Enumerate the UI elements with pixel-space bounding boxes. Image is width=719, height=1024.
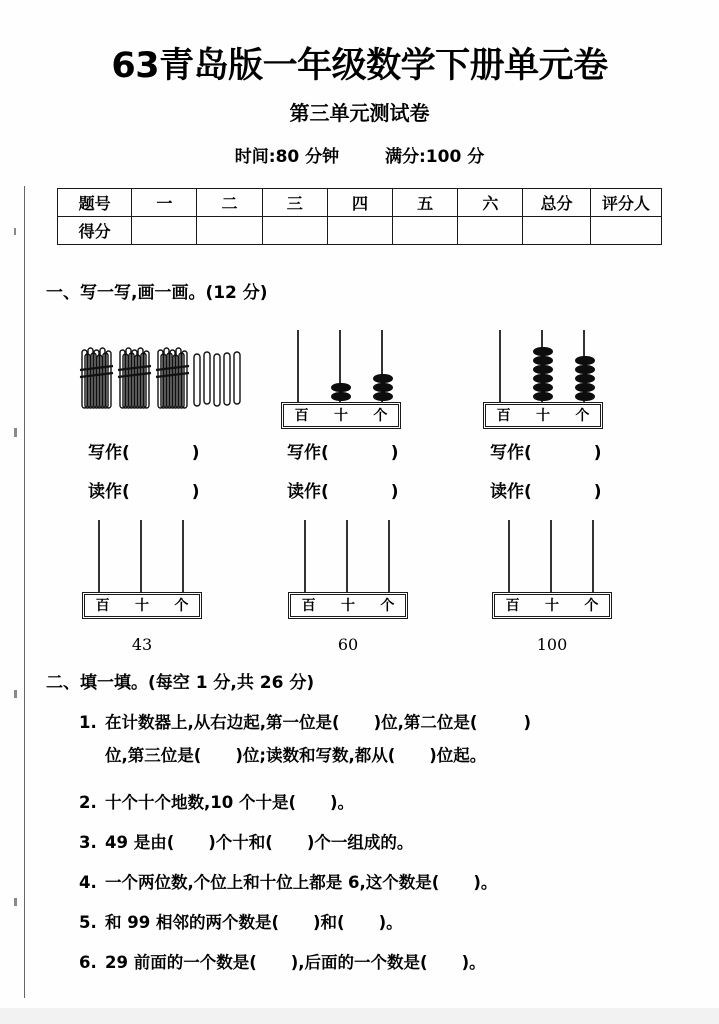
counter-figure-4[interactable] — [82, 520, 202, 619]
read-line-1[interactable] — [88, 477, 200, 502]
page-bottom-strip — [0, 1008, 719, 1024]
label-hundreds: 百 — [294, 407, 309, 424]
read-line-3[interactable] — [490, 477, 602, 502]
label-hundreds: 百 — [496, 407, 511, 424]
question-1[interactable] — [79, 706, 689, 739]
counter-figure-3 — [483, 330, 603, 429]
rod-hundreds — [508, 520, 510, 592]
sticks-bundles-figure — [78, 344, 248, 416]
question-number: 2. — [79, 793, 97, 812]
question-number: 1. — [79, 713, 97, 732]
page-subtitle: 第三单元测试卷 — [289, 101, 430, 125]
rod-ones — [388, 520, 390, 592]
scan-artifact — [14, 690, 17, 698]
scan-artifact — [14, 898, 17, 906]
score-cell-total[interactable] — [523, 217, 590, 245]
bead — [533, 392, 553, 401]
place-value-box — [492, 592, 612, 619]
bead — [533, 365, 553, 374]
score-cell-5[interactable] — [393, 217, 458, 245]
rod-tens — [346, 520, 348, 592]
counter-rods[interactable] — [82, 520, 202, 592]
question-text-b: ),后面的一个数是( — [290, 953, 428, 972]
time-limit-label: 时间:80 分钟 — [234, 147, 340, 167]
place-value-box — [82, 592, 202, 619]
bead — [533, 374, 553, 383]
label-hundreds: 百 — [95, 597, 110, 614]
rod-tens — [140, 520, 142, 592]
col-5: 五 — [393, 189, 458, 217]
counter-rods[interactable] — [288, 520, 408, 592]
place-value-box — [483, 402, 603, 429]
score-cell-4[interactable] — [327, 217, 392, 245]
label-ones: 个 — [584, 597, 599, 614]
col-total: 总分 — [523, 189, 590, 217]
bead — [575, 383, 595, 392]
col-6: 六 — [458, 189, 523, 217]
figure-caption-60: 60 — [337, 635, 359, 654]
write-label: 写作( — [88, 443, 130, 463]
question-3[interactable] — [79, 826, 689, 859]
question-text-b: )。 — [473, 873, 498, 892]
bead — [331, 392, 351, 401]
scan-spine-line — [24, 186, 25, 998]
bead — [331, 383, 351, 392]
sticks-icon — [78, 344, 248, 416]
score-table — [57, 188, 662, 245]
table-row — [58, 189, 662, 217]
read-line-2[interactable] — [287, 477, 399, 502]
score-cell-2[interactable] — [197, 217, 262, 245]
section-heading-1: 一、写一写,画一画。(12 分) — [46, 283, 268, 303]
label-tens: 十 — [340, 597, 355, 614]
question-text-c: ) — [523, 713, 531, 732]
question-text-b: )位,第二位是( — [373, 713, 478, 732]
question-text-c: )。 — [461, 953, 486, 972]
question-1-cont[interactable] — [79, 739, 689, 772]
col-grader: 评分人 — [590, 189, 661, 217]
place-value-box — [288, 592, 408, 619]
read-label: 读作( — [287, 482, 329, 502]
counter-figure-5[interactable] — [288, 520, 408, 619]
score-cell-6[interactable] — [458, 217, 523, 245]
rod-hundreds — [297, 330, 299, 402]
close-paren: ) — [191, 443, 200, 463]
question-number: 4. — [79, 873, 97, 892]
question-5[interactable] — [79, 906, 689, 939]
label-tens: 十 — [544, 597, 559, 614]
question-6[interactable] — [79, 946, 689, 979]
bead — [373, 392, 393, 401]
label-hundreds: 百 — [301, 597, 316, 614]
col-4: 四 — [327, 189, 392, 217]
read-label: 读作( — [88, 482, 130, 502]
counter-rods[interactable] — [492, 520, 612, 592]
rod-hundreds — [304, 520, 306, 592]
question-number: 3. — [79, 833, 97, 852]
rod-hundreds — [98, 520, 100, 592]
close-paren: ) — [593, 482, 602, 502]
counter-rods — [483, 330, 603, 402]
counter-figure-6[interactable] — [492, 520, 612, 619]
bead — [533, 356, 553, 365]
bead — [575, 365, 595, 374]
counter-figure-2 — [281, 330, 401, 429]
figure-caption-100: 100 — [536, 635, 568, 654]
scan-artifact — [14, 428, 17, 437]
label-tens: 十 — [535, 407, 550, 424]
write-line-1[interactable] — [88, 438, 200, 463]
question-number: 6. — [79, 953, 97, 972]
label-ones: 个 — [575, 407, 590, 424]
score-cell-3[interactable] — [262, 217, 327, 245]
write-line-3[interactable] — [490, 438, 602, 463]
close-paren: ) — [191, 482, 200, 502]
read-label: 读作( — [490, 482, 532, 502]
question-text-a: 49 是由( — [105, 833, 175, 852]
question-2[interactable] — [79, 786, 689, 819]
question-text-f: )位起。 — [429, 746, 487, 765]
col-2: 二 — [197, 189, 262, 217]
close-paren: ) — [390, 443, 399, 463]
bead — [533, 383, 553, 392]
write-label: 写作( — [490, 443, 532, 463]
row-header-question-no: 题号 — [58, 189, 132, 217]
bead — [575, 392, 595, 401]
label-tens: 十 — [134, 597, 149, 614]
bead — [373, 374, 393, 383]
question-text-a: 一个两位数,个位上和十位上都是 6,这个数是( — [105, 873, 440, 892]
label-tens: 十 — [333, 407, 348, 424]
close-paren: ) — [593, 443, 602, 463]
write-line-2[interactable] — [287, 438, 399, 463]
bead — [575, 356, 595, 365]
rod-ones — [592, 520, 594, 592]
label-ones: 个 — [380, 597, 395, 614]
question-text-c: )个一组成的。 — [306, 833, 414, 852]
question-text-c: )。 — [378, 913, 403, 932]
question-4[interactable] — [79, 866, 689, 899]
total-score-label: 满分:100 分 — [385, 147, 485, 167]
figure-caption-43: 43 — [131, 635, 153, 654]
page-title: 63青岛版一年级数学下册单元卷 — [111, 46, 608, 86]
question-text-b: )和( — [313, 913, 345, 932]
question-text-d: 位,第三位是( — [105, 746, 202, 765]
bead — [533, 347, 553, 356]
section-heading-2: 二、填一填。(每空 1 分,共 26 分) — [46, 673, 315, 693]
close-paren: ) — [390, 482, 399, 502]
question-text-a: 和 99 相邻的两个数是( — [105, 913, 279, 932]
label-ones: 个 — [174, 597, 189, 614]
counter-rods — [281, 330, 401, 402]
col-3: 三 — [262, 189, 327, 217]
exam-meta — [0, 142, 719, 167]
question-text-a: 十个十个地数,10 个十是( — [105, 793, 297, 812]
label-hundreds: 百 — [505, 597, 520, 614]
question-text-a: 在计数器上,从右边起,第一位是( — [105, 713, 340, 732]
scan-artifact — [14, 228, 16, 235]
rod-ones — [182, 520, 184, 592]
place-value-box — [281, 402, 401, 429]
rod-tens — [550, 520, 552, 592]
table-row — [58, 217, 662, 245]
question-text-a: 29 前面的一个数是( — [105, 953, 257, 972]
question-number: 5. — [79, 913, 97, 932]
question-text-b: )个十和( — [208, 833, 273, 852]
question-text-b: )。 — [330, 793, 355, 812]
label-ones: 个 — [373, 407, 388, 424]
bead — [575, 374, 595, 383]
score-cell-grader[interactable] — [590, 217, 661, 245]
row-header-score: 得分 — [58, 217, 132, 245]
rod-hundreds — [499, 330, 501, 402]
question-text-e: )位;读数和写数,都从( — [235, 746, 396, 765]
write-label: 写作( — [287, 443, 329, 463]
score-cell-1[interactable] — [132, 217, 197, 245]
bead — [373, 383, 393, 392]
col-1: 一 — [132, 189, 197, 217]
